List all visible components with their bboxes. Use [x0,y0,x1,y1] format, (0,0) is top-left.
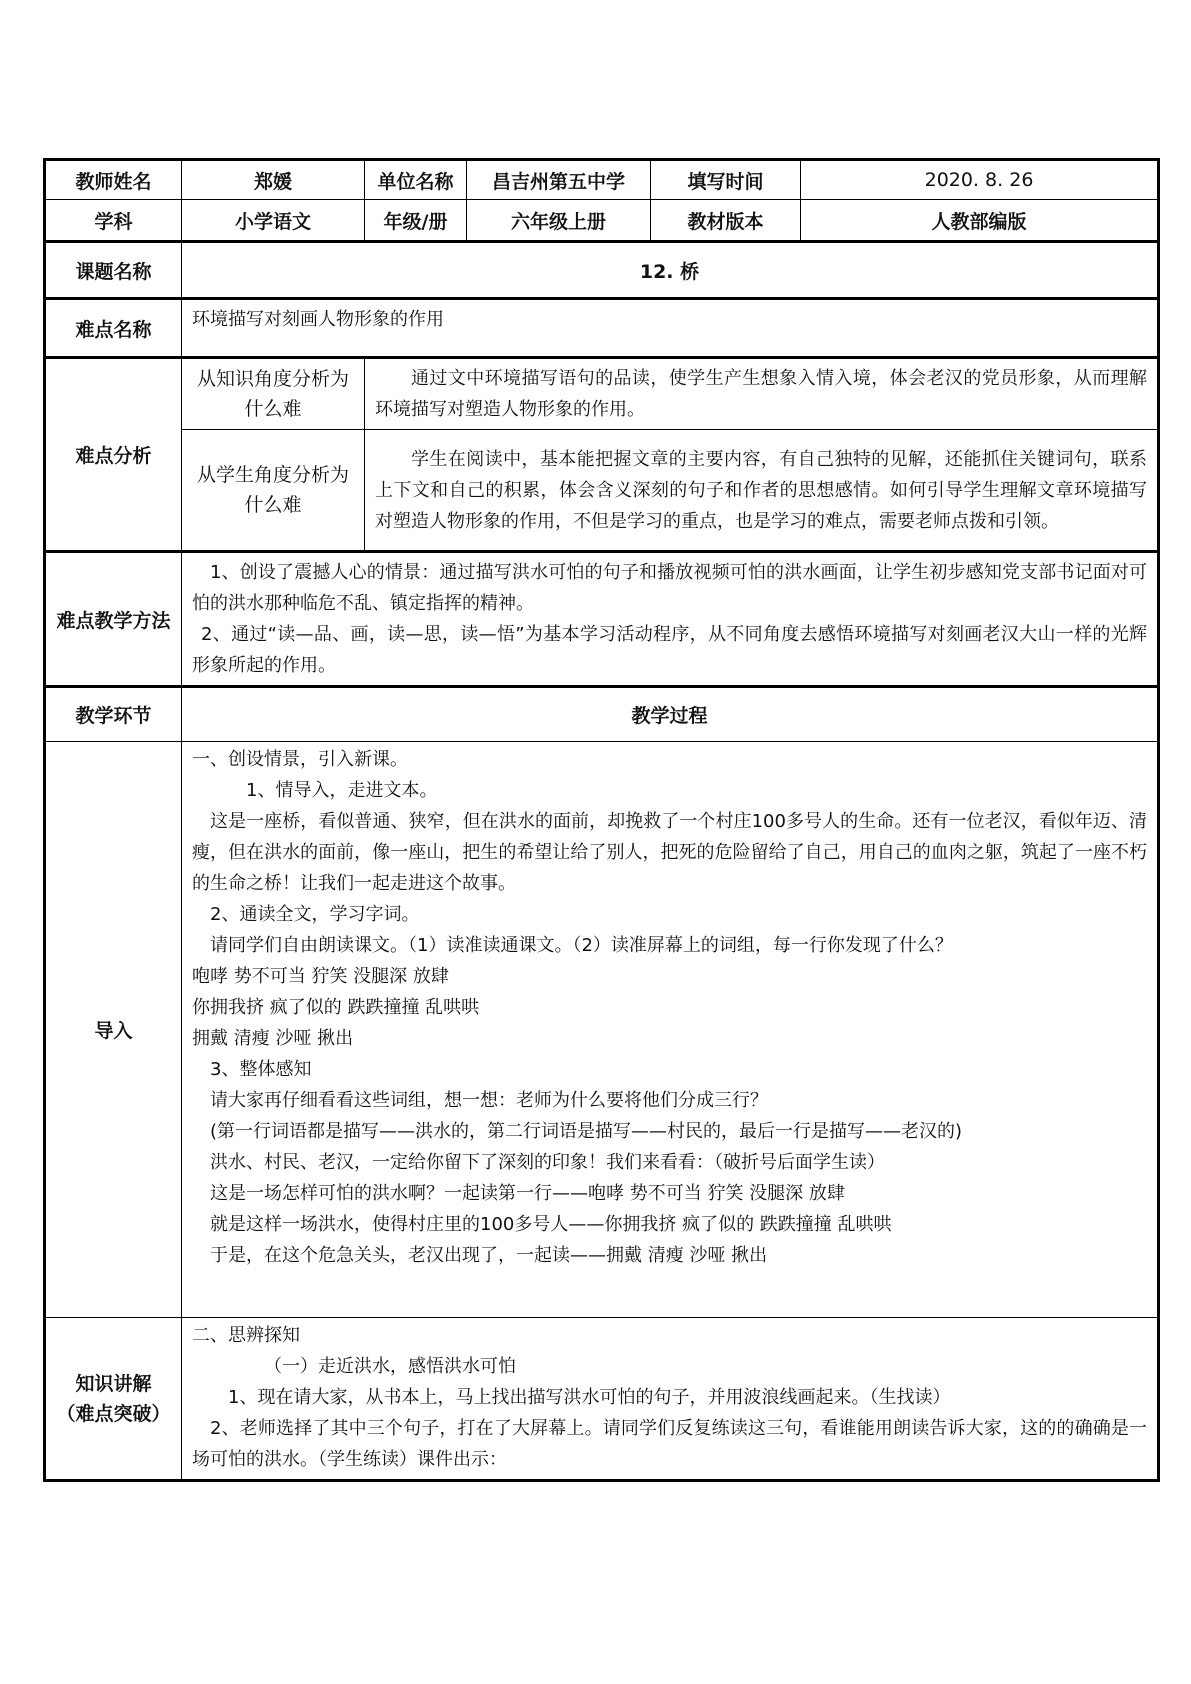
intro-row [45,742,1159,1318]
difficulty-row [45,299,1159,358]
date-value: 2020. 8. 26 [801,160,1159,200]
grade-value: 六年级上册 [467,200,651,242]
knowledge-label-line2: （难点突破） [56,1402,171,1425]
intro-line: 2、通读全文，学习字词。 [210,904,420,925]
unit-value: 昌吉州第五中学 [467,160,651,200]
difficulty-label: 难点名称 [45,299,182,358]
intro-line: 咆哮 势不可当 狞笑 没腿深 放肆 [192,966,449,987]
intro-line: 3、整体感知 [210,1059,312,1080]
intro-line: 这是一场怎样可怕的洪水啊？一起读第一行——咆哮 势不可当 狞笑 没腿深 放肆 [210,1183,845,1204]
edition-label: 教材版本 [651,200,801,242]
intro-line: 就是这样一场洪水，使得村庄里的100多号人——你拥我挤 疯了似的 跌跌撞撞 乱哄哄 [210,1214,892,1235]
intro-line: 你拥我挤 疯了似的 跌跌撞撞 乱哄哄 [192,997,480,1018]
topic-label: 课题名称 [45,242,182,299]
lesson-plan-table [43,158,1160,1482]
method-cell [182,552,1159,687]
intro-line: 请同学们自由朗读课文。（1）读准读通课文。（2）读准屏幕上的词组，每一行你发现了什么？ [210,935,953,956]
grade-label: 年级/册 [365,200,467,242]
subject-value: 小学语文 [182,200,365,242]
topic-row [45,242,1159,299]
teacher-label: 教师姓名 [45,160,182,200]
unit-label: 单位名称 [365,160,467,200]
intro-line: 1、情导入，走进文本。 [246,780,438,801]
topic-value: 12. 桥 [182,242,1159,299]
method-paragraph-2: 2、通过“读—品、画，读—思，读—悟”为基本学习活动程序，从不同角度去感悟环境描写对刻画老汉大山一样的光辉形象所起的作用。 [192,624,1148,676]
intro-line: 一、创设情景，引入新课。 [192,749,408,770]
knowledge-angle-text: 通过文中环境描写语句的品读，使学生产生想象入情入境，体会老汉的党员形象，从而理解环境描写对塑造人物形象的作用。 [375,368,1148,420]
lesson-plan-page [43,158,1157,1482]
edition-value: 人教部编版 [801,200,1159,242]
knowledge-line: （一）走近洪水，感悟洪水可怕 [264,1356,516,1377]
knowledge-cell [182,1318,1159,1481]
intro-line: 这是一座桥，看似普通、狭窄，但在洪水的面前，却挽救了一个村庄100多号人的生命。还有一位老汉，看似年迈、清瘦，但在洪水的面前，像一座山，把生的希望让给了别人，把死的危险留给了自己，用自己的血肉之躯，筑起了一座不朽的生命之桥！让我们一起走进这个故事。 [192,811,1148,894]
teacher-value: 郑媛 [182,160,365,200]
knowledge-line: 1、现在请大家，从书本上，马上找出描写洪水可怕的句子，并用波浪线画起来。（生找读） [228,1387,951,1408]
method-row [45,552,1159,687]
knowledge-angle-label: 从知识角度分析为什么难 [182,358,365,430]
knowledge-label-cell [45,1318,182,1481]
intro-line: 拥戴 清瘦 沙哑 揪出 [192,1028,354,1049]
student-angle-text: 学生在阅读中，基本能把握文章的主要内容，有自己独特的见解，还能抓住关键词句，联系上下文和自己的积累，体会含义深刻的句子和作者的思想感情。如何引导学生理解文章环境描写对塑造人物形象的作用，不但是学习的重点，也是学习的难点，需要老师点拨和引领。 [375,448,1148,532]
intro-line: 洪水、村民、老汉，一定给你留下了深刻的印象！我们来看看：（破折号后面学生读） [210,1152,885,1173]
process-header-row [45,687,1159,742]
intro-cell [182,742,1159,1318]
intro-label: 导入 [45,742,182,1318]
knowledge-line: 2、老师选择了其中三个句子，打在了大屏幕上。请同学们反复练读这三句，看谁能用朗读告诉大家，这的的确确是一场可怕的洪水。（学生练读）课件出示： [192,1418,1148,1470]
intro-line: (第一行词语都是描写——洪水的，第二行词语是描写——村民的，最后一行是描写——老汉的) [210,1121,963,1142]
method-paragraph-1: 1、创设了震撼人心的情景：通过描写洪水可怕的句子和播放视频可怕的洪水画面，让学生初步感知党支部书记面对可怕的洪水那种临危不乱、镇定指挥的精神。 [192,562,1148,614]
process-label: 教学过程 [182,687,1159,742]
analysis-row-student [45,430,1159,552]
student-angle-label: 从学生角度分析为什么难 [182,430,365,552]
method-label: 难点教学方法 [45,552,182,687]
analysis-row-knowledge [45,358,1159,430]
analysis-label: 难点分析 [45,358,182,552]
header-row-2 [45,200,1159,242]
intro-line: 请大家再仔细看看这些词组，想一想：老师为什么要将他们分成三行？ [210,1090,768,1111]
student-angle-cell [365,430,1159,552]
date-label: 填写时间 [651,160,801,200]
knowledge-label-line1: 知识讲解 [75,1372,152,1395]
knowledge-row [45,1318,1159,1481]
difficulty-value: 环境描写对刻画人物形象的作用 [182,299,1159,358]
header-row-1 [45,160,1159,200]
stage-label: 教学环节 [45,687,182,742]
knowledge-line: 二、思辨探知 [192,1325,300,1346]
intro-line: 于是，在这个危急关头，老汉出现了，一起读——拥戴 清瘦 沙哑 揪出 [210,1245,768,1266]
subject-label: 学科 [45,200,182,242]
knowledge-angle-cell [365,358,1159,430]
